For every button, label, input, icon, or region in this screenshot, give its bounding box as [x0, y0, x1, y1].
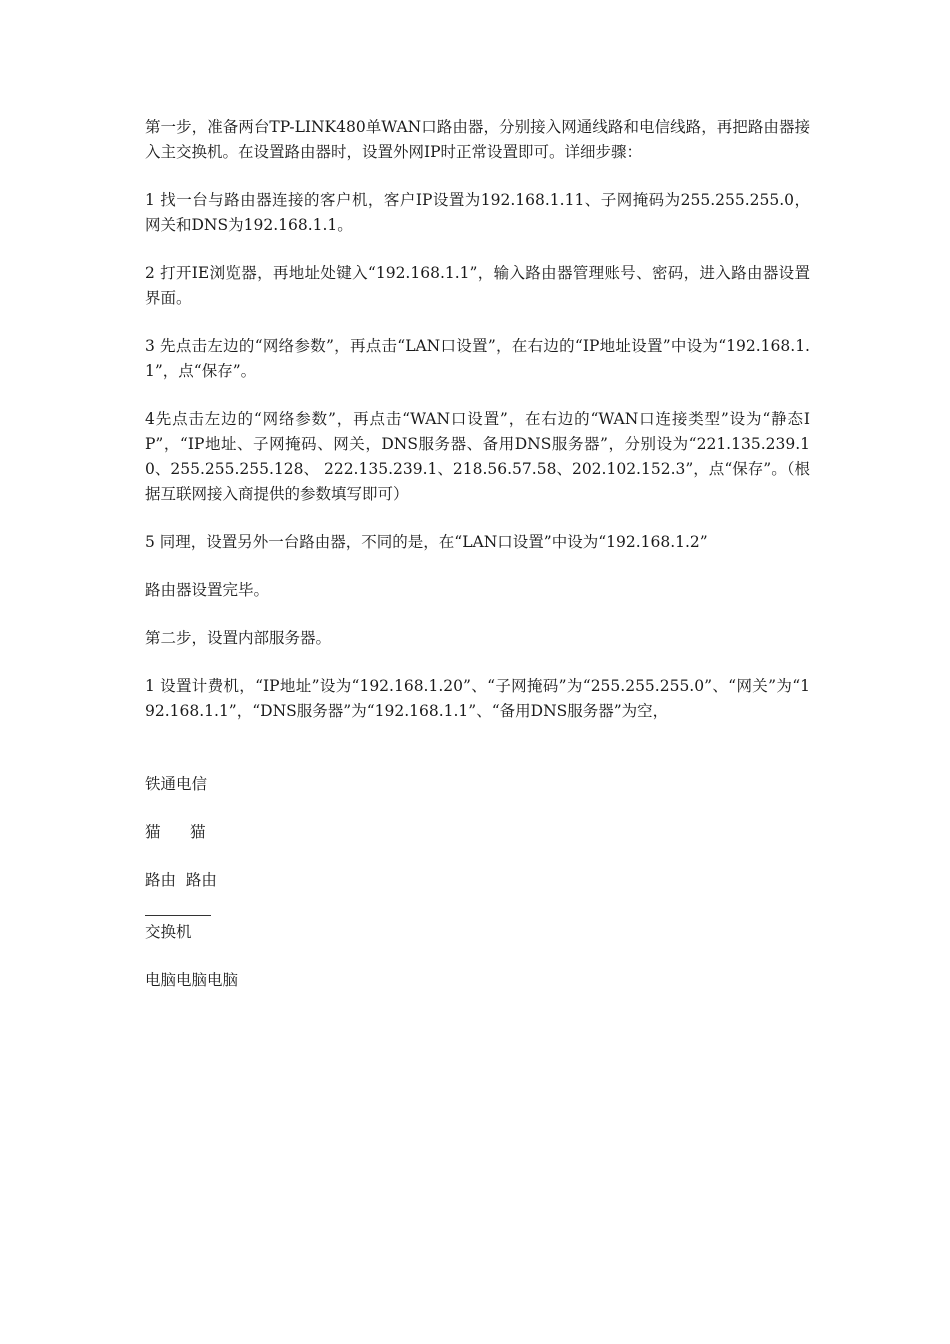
document-body — [145, 115, 810, 993]
diagram-isp-line: 铁通电信 — [145, 775, 208, 793]
step1-item-2: 2 打开IE浏览器，再地址处键入“192.168.1.1”，输入路由器管理账号、密码，进入路由器设置界面。 — [145, 264, 810, 307]
step2-intro: 第二步，设置内部服务器。 — [145, 629, 332, 647]
network-diagram — [145, 772, 810, 993]
spacer — [145, 311, 810, 334]
spacer — [145, 238, 810, 261]
spacer — [145, 165, 810, 188]
spacer — [145, 507, 810, 530]
step2-item-1: 1 设置计费机，“IP地址”设为“192.168.1.20”、“子网掩码”为“255.255.255.0”、“网关”为“192.168.1.1”，“DNS服务器”为“192.168.1.1”、“备用DNS服务器”为空， — [145, 677, 810, 720]
step1-item-5: 5 同理，设置另外一台路由器，不同的是，在“LAN口设置”中设为“192.168.1.2” — [145, 533, 708, 551]
step1-intro: 第一步，准备两台TP-LINK480单WAN口路由器，分别接入网通线路和电信线路，再把路由器接入主交换机。在设置路由器时，设置外网IP时正常设置即可。详细步骤： — [145, 118, 810, 161]
spacer — [145, 945, 810, 968]
diagram-modem-line: 猫 猫 — [145, 823, 206, 841]
spacer — [145, 724, 810, 772]
diagram-switch-line: 交换机 — [145, 923, 192, 941]
spacer — [145, 384, 810, 407]
diagram-pc-line: 电脑电脑电脑 — [145, 971, 239, 989]
diagram-router-line: 路由 路由 — [145, 871, 217, 889]
step1-done: 路由器设置完毕。 — [145, 581, 270, 599]
spacer — [145, 603, 810, 626]
step1-item-1: 1 找一台与路由器连接的客户机，客户IP设置为192.168.1.11、子网掩码为255.255.255.0，网关和DNS为192.168.1.1。 — [145, 191, 810, 234]
spacer — [145, 651, 810, 674]
spacer — [145, 845, 810, 868]
diagram-divider — [145, 915, 211, 916]
spacer — [145, 555, 810, 578]
step1-item-3: 3 先点击左边的“网络参数”，再点击“LAN口设置”，在右边的“IP地址设置”中设为“192.168.1.1”，点“保存”。 — [145, 337, 810, 380]
step1-item-4: 4先点击左边的“网络参数”，再点击“WAN口设置”，在右边的“WAN口连接类型”设为“静态IP”，“IP地址、子网掩码、网关，DNS服务器、备用DNS服务器”，分别设为“221.135.239.10、255.255.255.128、 222.135.239.1、218.56.57.58、202.102.152.3”，点“保存”。（根据互联网接入商提供的参数填写即可） — [145, 410, 810, 503]
spacer — [145, 797, 810, 820]
